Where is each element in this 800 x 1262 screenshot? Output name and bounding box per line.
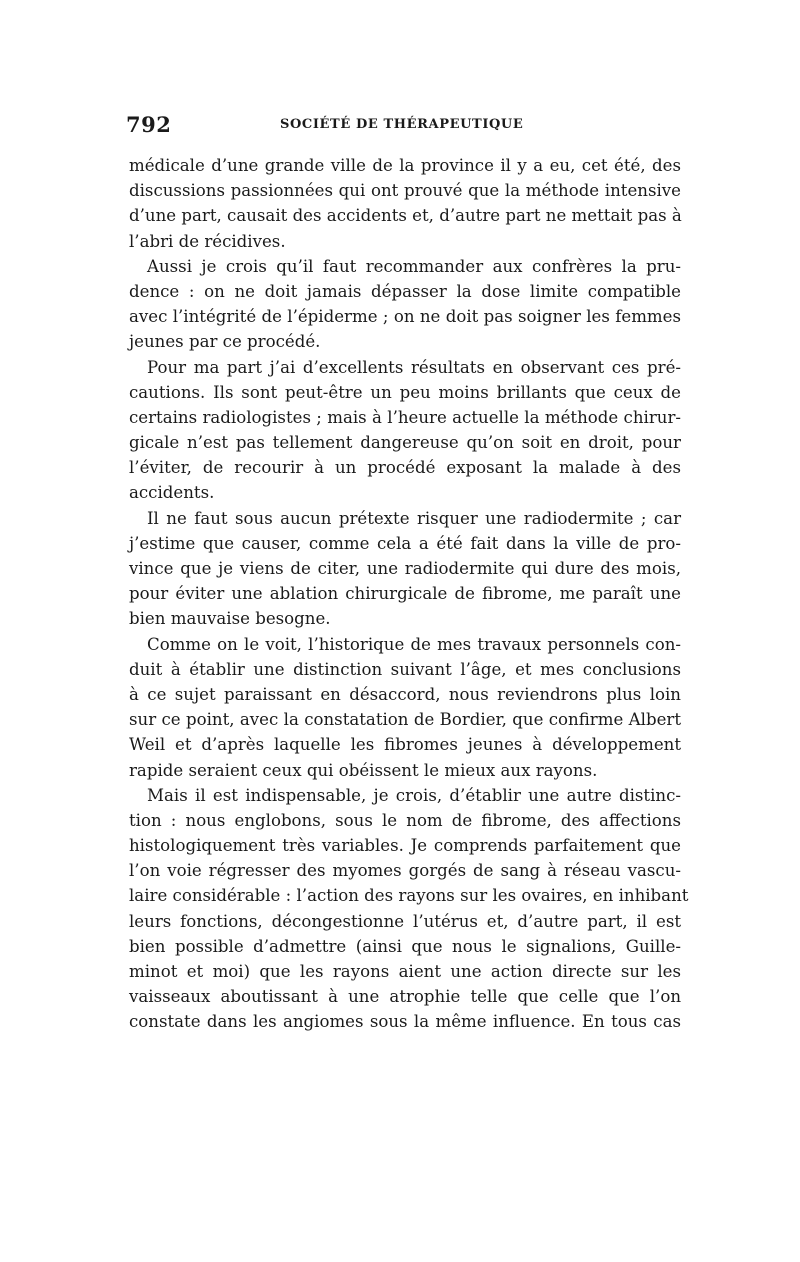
running-title: SOCIÉTÉ DE THÉRAPEUTIQUE bbox=[280, 117, 524, 132]
text-line: l’éviter, de recourir à un procédé exposant la malade à des bbox=[129, 458, 681, 478]
text-line: tion : nous englobons, sous le nom de fibrome, des affections bbox=[129, 810, 681, 830]
text-line: gicale n’est pas tellement dangereuse qu’on soit en droit, pour bbox=[129, 433, 681, 453]
text-line: accidents. bbox=[129, 483, 215, 503]
text-line: discussions passionnées qui ont prouvé que la méthode intensive bbox=[129, 181, 681, 201]
text-line: jeunes par ce procédé. bbox=[129, 332, 321, 352]
text-line: vaisseaux aboutissant à une atrophie telle que celle que l’on bbox=[129, 987, 681, 1007]
text-line: leurs fonctions, décongestionne l’utérus et, d’autre part, il est bbox=[129, 911, 681, 931]
text-line: bien mauvaise besogne. bbox=[129, 609, 331, 629]
text-line: l’abri de récidives. bbox=[129, 231, 286, 251]
text-line: Mais il est indispensable, je crois, d’établir une autre distinc- bbox=[147, 785, 681, 805]
text-line: Weil et d’après laquelle les fibromes jeunes à développement bbox=[129, 735, 681, 755]
text-line: certains radiologistes ; mais à l’heure actuelle la méthode chirur- bbox=[129, 407, 681, 427]
text-line: l’on voie régresser des myomes gorgés de sang à réseau vascu- bbox=[129, 861, 681, 881]
text-line: Comme on le voit, l’historique de mes travaux personnels con- bbox=[147, 634, 681, 654]
text-line: bien possible d’admettre (ainsi que nous le signalions, Guille- bbox=[129, 936, 681, 956]
text-line: histologiquement très variables. Je comprends parfaitement que bbox=[129, 836, 681, 856]
text-line: médicale d’une grande ville de la province il y a eu, cet été, des bbox=[129, 156, 681, 175]
text-line: cautions. Ils sont peut-être un peu moins brillants que ceux de bbox=[129, 382, 681, 402]
running-head bbox=[126, 112, 680, 140]
text-line: à ce sujet paraissant en désaccord, nous reviendrons plus loin bbox=[129, 684, 681, 704]
text-line: sur ce point, avec la constatation de Bordier, que confirme Albert bbox=[129, 710, 681, 730]
text-line: rapide seraient ceux qui obéissent le mieux aux rayons. bbox=[129, 760, 598, 780]
text-line: j’estime que causer, comme cela a été fait dans la ville de pro- bbox=[129, 533, 681, 553]
text-line: avec l’intégrité de l’épiderme ; on ne doit pas soigner les femmes bbox=[129, 307, 681, 327]
text-line: vince que je viens de citer, une radiodermite qui dure des mois, bbox=[129, 559, 681, 578]
text-line: duit à établir une distinction suivant l’âge, et mes conclusions bbox=[129, 659, 681, 679]
text-line: pour éviter une ablation chirurgicale de fibrome, me paraît une bbox=[129, 584, 681, 604]
body-text bbox=[129, 153, 689, 1035]
text-line: constate dans les angiomes sous la même influence. En tous cas bbox=[129, 1012, 681, 1032]
text-line: dence : on ne doit jamais dépasser la dose limite compatible bbox=[129, 281, 681, 301]
text-line: Pour ma part j’ai d’excellents résultats en observant ces pré- bbox=[147, 357, 681, 377]
text-line: Aussi je crois qu’il faut recommander aux confrères la pru- bbox=[147, 256, 681, 276]
text-line: Il ne faut sous aucun prétexte risquer une radiodermite ; car bbox=[147, 508, 681, 528]
text-line: minot et moi) que les rayons aient une action directe sur les bbox=[129, 962, 681, 981]
page-number: 792 bbox=[126, 112, 172, 137]
text-line: laire considérable : l’action des rayons sur les ovaires, en inhibant bbox=[129, 886, 689, 906]
text-line: d’une part, causait des accidents et, d’autre part ne mettait pas à bbox=[129, 206, 682, 226]
